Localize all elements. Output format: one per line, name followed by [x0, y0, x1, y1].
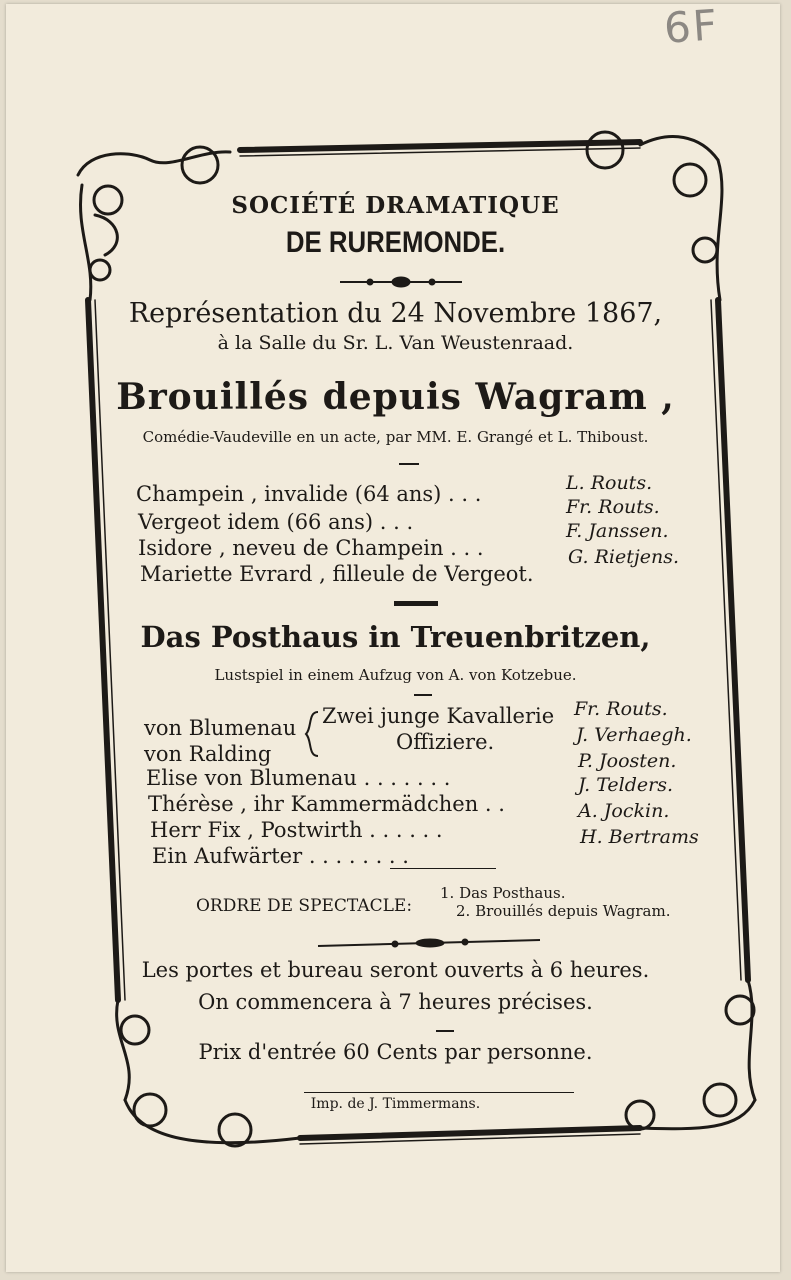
play1-actor-3: F. Janssen.	[566, 520, 669, 542]
play1-role-2: Vergeot idem (66 ans) . . .	[138, 510, 414, 534]
cast-end-rule	[390, 868, 496, 869]
play2-role-6: Ein Aufwärter . . . . . . . .	[152, 844, 409, 868]
divider-dash	[436, 1030, 454, 1032]
play1-title: Brouillés depuis Wagram ,	[116, 376, 675, 418]
divider-dash	[399, 463, 419, 465]
play2-role-ralding: von Ralding	[144, 742, 272, 766]
society-city: DE RUREMONDE.	[285, 226, 506, 259]
play1-role-1: Champein , invalide (64 ans) . . .	[136, 482, 482, 506]
admission-price: Prix d'entrée 60 Cents par personne.	[198, 1040, 593, 1064]
section-divider-bar	[394, 601, 438, 606]
society-name: SOCIÉTÉ DRAMATIQUE	[231, 192, 560, 219]
play2-pair-desc-2: Offiziere.	[396, 730, 495, 754]
printer-credit: Imp. de J. Timmermans.	[310, 1096, 481, 1112]
play1-actor-2: Fr. Routs.	[566, 496, 660, 518]
play2-actor-1: Fr. Routs.	[574, 698, 668, 720]
divider-dash	[414, 694, 432, 696]
play2-subtitle: Lustspiel in einem Aufzug von A. von Kotzebue.	[214, 666, 577, 684]
play2-pair-desc-1: Zwei junge Kavallerie	[322, 704, 555, 728]
play2-actor-5: A. Jockin.	[578, 800, 670, 822]
pencil-annotation: 6F	[662, 0, 721, 53]
play2-role-3: Elise von Blumenau . . . . . . .	[146, 766, 451, 790]
play2-role-blumenau: von Blumenau	[144, 716, 297, 740]
play2-role-5: Herr Fix , Postwirth . . . . . .	[150, 818, 443, 842]
ordre-item-1: 1. Das Posthaus.	[440, 884, 566, 902]
play1-actor-1: L. Routs.	[566, 472, 653, 494]
play2-actor-6: H. Bertrams	[580, 826, 699, 848]
performance-venue: à la Salle du Sr. L. Van Weustenraad.	[217, 332, 574, 354]
ordre-label: ORDRE DE SPECTACLE:	[196, 896, 413, 916]
printer-rule	[304, 1092, 574, 1093]
play2-actor-3: P. Joosten.	[578, 750, 677, 772]
play1-role-4: Mariette Evrard , filleule de Vergeot.	[140, 562, 534, 586]
performance-date: Représentation du 24 Novembre 1867,	[128, 298, 663, 329]
start-time-note: On commencera à 7 heures précises.	[198, 990, 593, 1014]
play2-actor-4: J. Telders.	[578, 774, 674, 796]
play1-actor-4: G. Rietjens.	[568, 546, 680, 568]
play1-subtitle: Comédie-Vaudeville en un acte, par MM. E. Grangé et L. Thiboust.	[142, 428, 649, 446]
play1-role-3: Isidore , neveu de Champein . . .	[138, 536, 484, 560]
doors-open-note: Les portes et bureau seront ouverts à 6 heures.	[141, 958, 650, 982]
play2-actor-2: J. Verhaegh.	[576, 724, 692, 746]
play2-title: Das Posthaus in Treuenbritzen,	[140, 620, 651, 654]
ordre-item-2: 2. Brouillés depuis Wagram.	[456, 902, 671, 920]
play2-role-4: Thérèse , ihr Kammermädchen . .	[148, 792, 505, 816]
